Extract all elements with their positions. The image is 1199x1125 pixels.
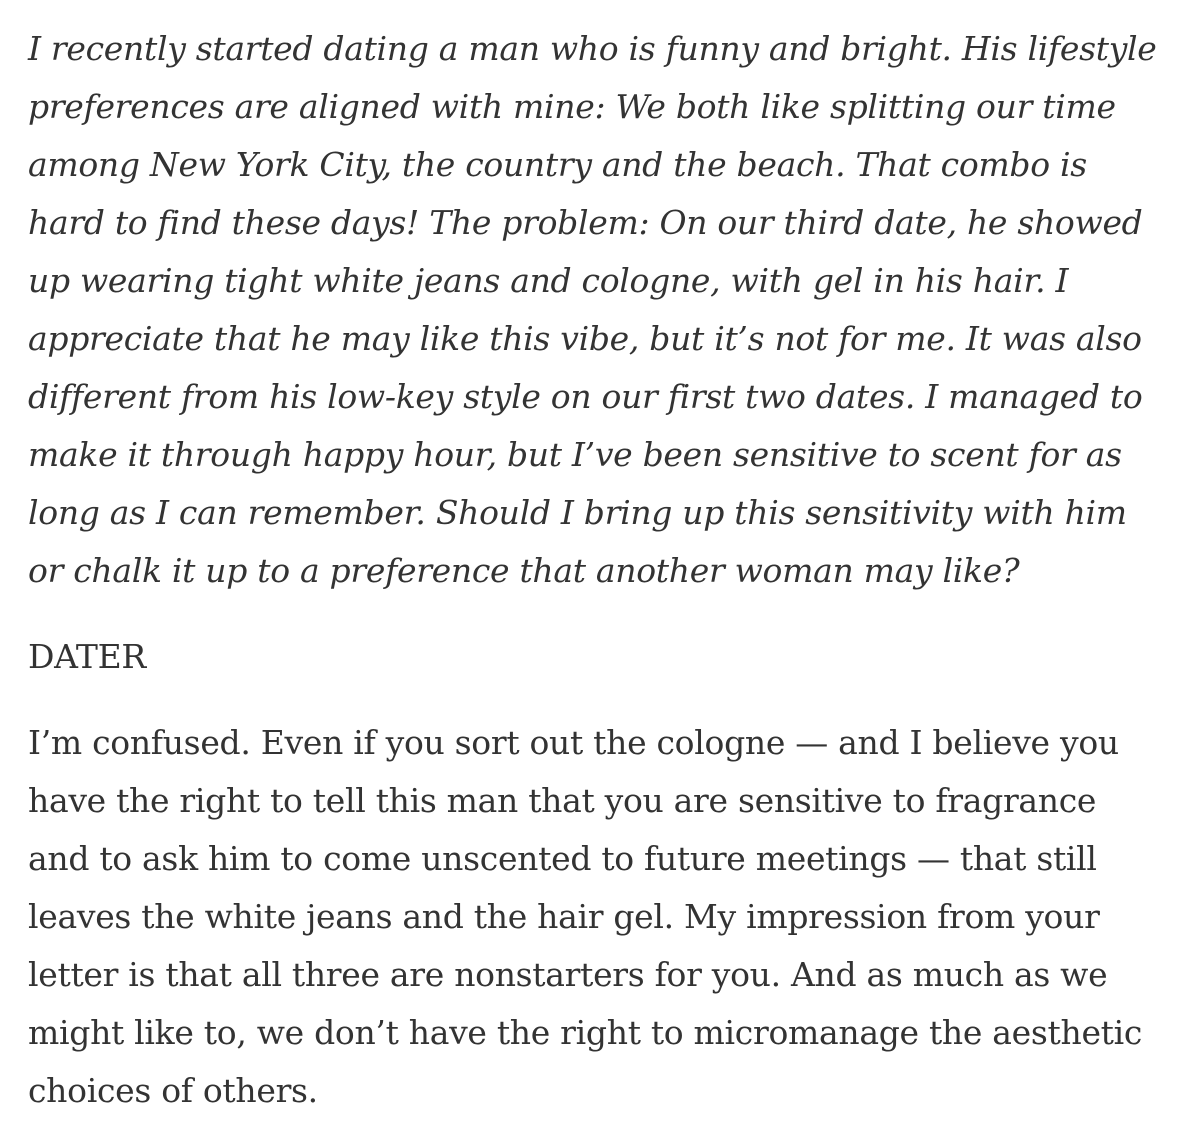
- letter-line: different from his low-key style on our first two dates. I managed to: [28, 377, 1143, 416]
- advice-answer: [28, 714, 1178, 1120]
- letter-line: or chalk it up to a preference that another woman may like?: [28, 551, 1020, 590]
- letter-line: preferences are aligned with mine: We both like splitting our time: [28, 87, 1116, 126]
- letter-line: up wearing tight white jeans and cologne, with gel in his hair. I: [28, 261, 1069, 300]
- letter-signoff: DATER: [28, 637, 146, 676]
- answer-line: I’m confused. Even if you sort out the cologne — and I believe you: [28, 723, 1119, 762]
- answer-line: choices of others.: [28, 1071, 318, 1110]
- letter-line: among New York City, the country and the beach. That combo is: [28, 145, 1087, 184]
- letter-line: make it through happy hour, but I’ve been sensitive to scent for as: [28, 435, 1122, 474]
- answer-line: might like to, we don’t have the right to micromanage the aesthetic: [28, 1013, 1143, 1052]
- article-body: [28, 20, 1178, 1120]
- reader-letter: [28, 20, 1178, 600]
- letter-line: I recently started dating a man who is funny and bright. His lifestyle: [28, 29, 1157, 68]
- letter-line: appreciate that he may like this vibe, but it’s not for me. It was also: [28, 319, 1142, 358]
- answer-line: leaves the white jeans and the hair gel. My impression from your: [28, 897, 1100, 936]
- letter-line: hard to find these days! The problem: On our third date, he showed: [28, 203, 1143, 242]
- answer-line: have the right to tell this man that you are sensitive to fragrance: [28, 781, 1097, 820]
- letter-line: long as I can remember. Should I bring up this sensitivity with him: [28, 493, 1127, 532]
- answer-line: letter is that all three are nonstarters for you. And as much as we: [28, 955, 1108, 994]
- answer-line: and to ask him to come unscented to future meetings — that still: [28, 839, 1097, 878]
